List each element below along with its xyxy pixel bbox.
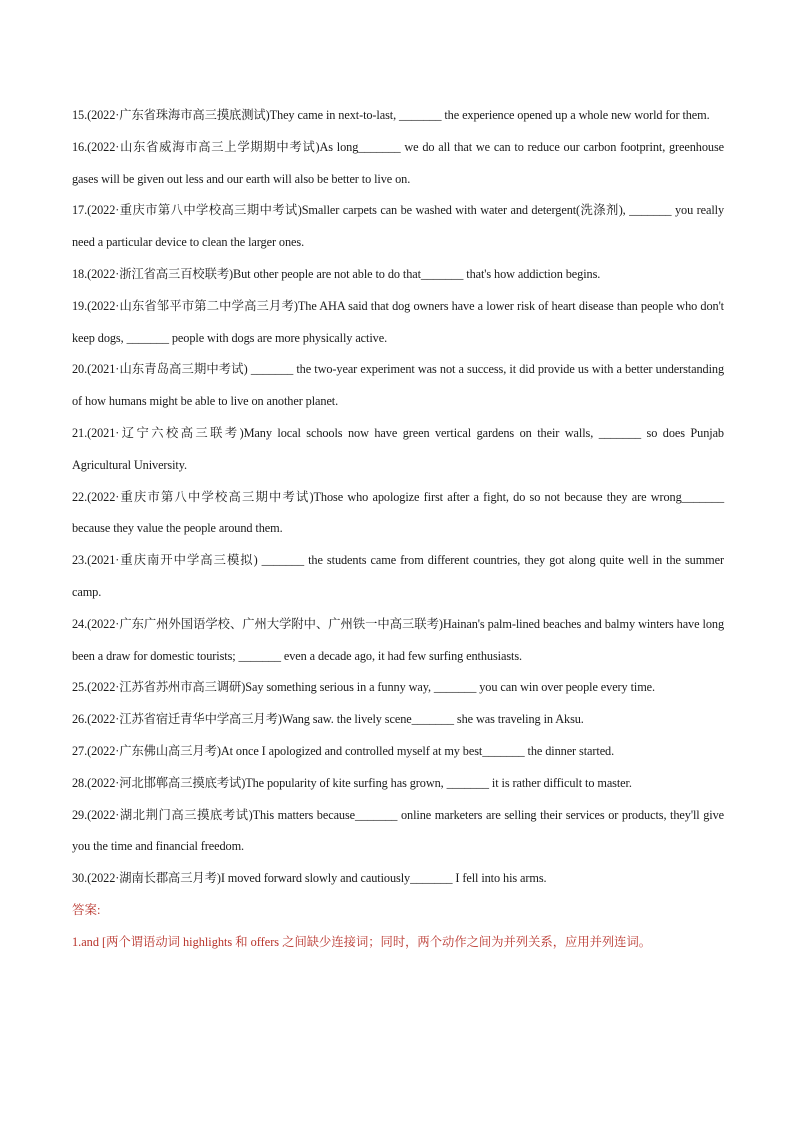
question-20: 20.(2021·山东青岛高三期中考试) _______ the two-year experiment was not a success, it did provide us with a better understanding of how humans might be able to live on another planet. [72, 362, 724, 409]
question-29: 29.(2022·湖北荆门高三摸底考试)This matters because_______ online marketers are selling their services or products, they'll give you the time and financial freedom. [72, 807, 724, 854]
question-21: 21.(2021·辽宁六校高三联考)Many local schools now have green vertical gardens on their walls, _______ so does Punjab Agricultural University. [72, 425, 724, 472]
question-28: 28.(2022·河北邯郸高三摸底考试)The popularity of kite surfing has grown, _______ it is rather difficult to master. [72, 775, 632, 790]
question-19: 19.(2022·山东省邹平市第二中学高三月考)The AHA said that dog owners have a lower risk of heart disease than people who don't keep dogs, _______ people with dogs are more physically active. [72, 298, 724, 345]
question-22: 22.(2022·重庆市第八中学校高三期中考试)Those who apologize first after a fight, do so not because they are wrong_______ because they value the people around them. [72, 489, 724, 536]
question-23: 23.(2021·重庆南开中学高三模拟) _______ the students came from different countries, they got along quite well in the summer camp. [72, 553, 724, 599]
document-page [72, 100, 724, 959]
answer-1: 1.and [两个谓语动词 highlights 和 offers 之间缺少连接词；同时，两个动作之间为并列关系，应用并列连词。 [72, 934, 652, 949]
question-26: 26.(2022·江苏省宿迁青华中学高三月考)Wang saw. the lively scene_______ she was traveling in Aksu. [72, 712, 584, 727]
question-24: 24.(2022·广东广州外国语学校、广州大学附中、广州铁一中高三联考)Hainan's palm-lined beaches and balmy winters have long been a draw for domestic tourists; _______ even a decade ago, it had few surfing enthusiasts. [72, 616, 724, 663]
question-15: 15.(2022·广东省珠海市高三摸底测试)They came in next-to-last, _______ the experience opened up a whole new world for them. [72, 108, 710, 122]
question-18: 18.(2022·浙江省高三百校联考)But other people are not able to do that_______ that's how addiction begins. [72, 266, 601, 281]
question-16: 16.(2022·山东省威海市高三上学期期中考试)As long_______ we do all that we can to reduce our carbon footprint, greenhouse gases will be given out less and our earth will also be better to live on. [72, 139, 724, 186]
question-27: 27.(2022·广东佛山高三月考)At once I apologized and controlled myself at my best_______ the dinner started. [72, 743, 615, 758]
question-17: 17.(2022·重庆市第八中学校高三期中考试)Smaller carpets can be washed with water and detergent(洗涤剂), _______ you really need a particular device to clean the larger ones. [72, 203, 724, 250]
question-list [72, 100, 724, 895]
question-30: 30.(2022·湖南长郡高三月考)I moved forward slowly and cautiously_______ I fell into his arms. [72, 871, 547, 886]
answers-heading: 答案: [72, 902, 101, 917]
question-25: 25.(2022·江苏省苏州市高三调研)Say something serious in a funny way, _______ you can win over people every time. [72, 680, 656, 695]
